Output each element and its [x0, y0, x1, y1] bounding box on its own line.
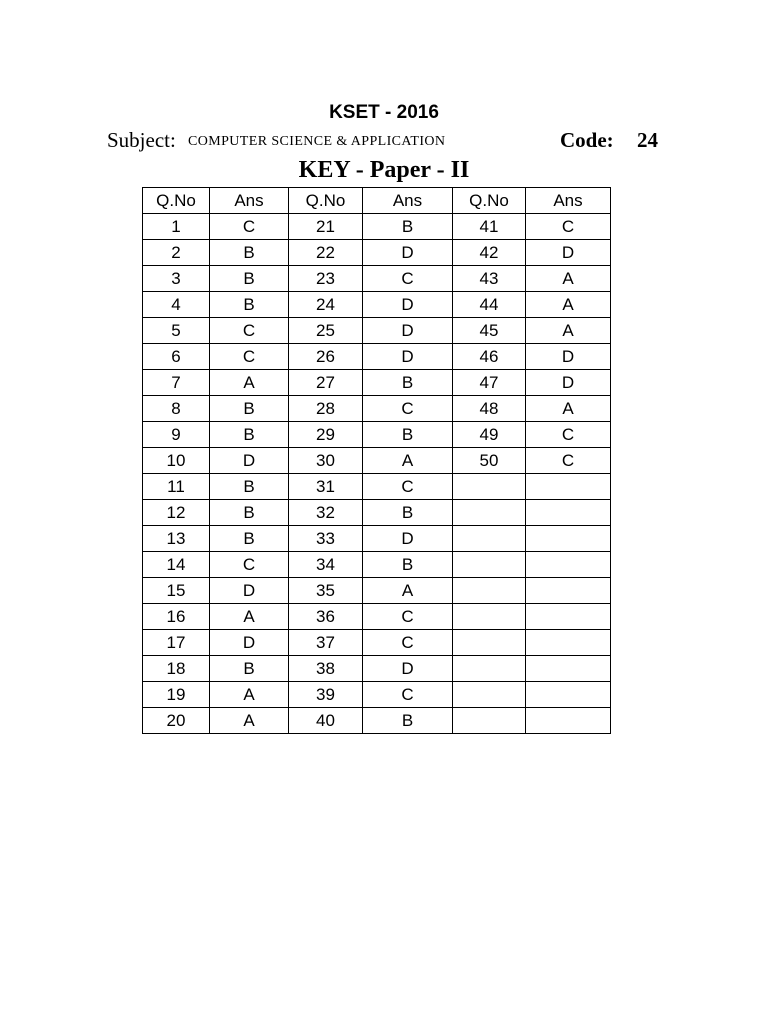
answer-cell: C — [363, 630, 453, 656]
question-number-cell: 1 — [143, 214, 210, 240]
question-number-cell: 25 — [289, 318, 363, 344]
question-number-cell: 21 — [289, 214, 363, 240]
answer-cell — [526, 682, 611, 708]
question-number-cell: 35 — [289, 578, 363, 604]
question-number-cell: 2 — [143, 240, 210, 266]
answer-cell: B — [363, 370, 453, 396]
question-number-cell: 14 — [143, 552, 210, 578]
answer-cell: B — [210, 474, 289, 500]
answer-cell: C — [210, 552, 289, 578]
question-number-cell: 30 — [289, 448, 363, 474]
answer-cell: B — [210, 292, 289, 318]
table-row — [143, 708, 611, 734]
answer-cell: D — [526, 370, 611, 396]
subject-name: COMPUTER SCIENCE & APPLICATION — [188, 134, 446, 149]
question-number-cell: 46 — [453, 344, 526, 370]
answer-cell: B — [363, 500, 453, 526]
question-number-cell: 20 — [143, 708, 210, 734]
answer-cell: A — [210, 604, 289, 630]
column-header: Ans — [526, 188, 611, 214]
column-header: Q.No — [143, 188, 210, 214]
answer-cell: C — [210, 318, 289, 344]
answer-cell: C — [363, 682, 453, 708]
table-row — [143, 214, 611, 240]
subject-label: Subject: — [107, 128, 176, 152]
column-header: Ans — [363, 188, 453, 214]
table-header-row — [143, 188, 611, 214]
question-number-cell: 10 — [143, 448, 210, 474]
answer-cell: D — [363, 240, 453, 266]
code-label: Code: — [560, 128, 614, 152]
answer-cell: A — [526, 266, 611, 292]
question-number-cell — [453, 500, 526, 526]
question-number-cell: 41 — [453, 214, 526, 240]
question-number-cell: 4 — [143, 292, 210, 318]
table-row — [143, 656, 611, 682]
table-row — [143, 526, 611, 552]
table-row — [143, 578, 611, 604]
question-number-cell: 23 — [289, 266, 363, 292]
answer-cell: C — [363, 474, 453, 500]
question-number-cell: 9 — [143, 422, 210, 448]
answer-cell: C — [210, 344, 289, 370]
table-row — [143, 396, 611, 422]
answer-cell — [526, 708, 611, 734]
question-number-cell: 37 — [289, 630, 363, 656]
table-row — [143, 500, 611, 526]
answer-cell: A — [210, 708, 289, 734]
answer-cell: B — [210, 266, 289, 292]
question-number-cell: 36 — [289, 604, 363, 630]
question-number-cell: 11 — [143, 474, 210, 500]
answer-key-table — [142, 187, 611, 734]
answer-cell: D — [526, 240, 611, 266]
column-header: Ans — [210, 188, 289, 214]
question-number-cell: 44 — [453, 292, 526, 318]
question-number-cell — [453, 682, 526, 708]
answer-cell: B — [210, 656, 289, 682]
answer-cell: C — [210, 214, 289, 240]
question-number-cell: 8 — [143, 396, 210, 422]
answer-cell: D — [363, 292, 453, 318]
answer-cell: D — [363, 656, 453, 682]
answer-cell: C — [363, 396, 453, 422]
answer-cell: D — [210, 578, 289, 604]
question-number-cell: 38 — [289, 656, 363, 682]
answer-cell — [526, 552, 611, 578]
question-number-cell: 24 — [289, 292, 363, 318]
answer-cell: A — [210, 682, 289, 708]
answer-cell: B — [363, 214, 453, 240]
answer-cell: C — [363, 266, 453, 292]
answer-cell: B — [210, 500, 289, 526]
column-header: Q.No — [289, 188, 363, 214]
answer-cell: B — [363, 552, 453, 578]
answer-cell: C — [526, 422, 611, 448]
question-number-cell — [453, 630, 526, 656]
question-number-cell: 27 — [289, 370, 363, 396]
question-number-cell: 47 — [453, 370, 526, 396]
question-number-cell: 16 — [143, 604, 210, 630]
question-number-cell — [453, 604, 526, 630]
table-row — [143, 292, 611, 318]
question-number-cell: 40 — [289, 708, 363, 734]
table-row — [143, 682, 611, 708]
table-row — [143, 370, 611, 396]
answer-cell — [526, 474, 611, 500]
answer-cell: D — [363, 318, 453, 344]
question-number-cell: 45 — [453, 318, 526, 344]
answer-cell: B — [210, 240, 289, 266]
table-row — [143, 630, 611, 656]
table-row — [143, 474, 611, 500]
table-row — [143, 604, 611, 630]
answer-cell: A — [363, 578, 453, 604]
answer-cell — [526, 630, 611, 656]
answer-cell: D — [363, 344, 453, 370]
question-number-cell: 3 — [143, 266, 210, 292]
question-number-cell — [453, 526, 526, 552]
question-number-cell: 5 — [143, 318, 210, 344]
table-row — [143, 422, 611, 448]
answer-cell: A — [363, 448, 453, 474]
question-number-cell: 12 — [143, 500, 210, 526]
question-number-cell: 39 — [289, 682, 363, 708]
question-number-cell — [453, 656, 526, 682]
question-number-cell — [453, 578, 526, 604]
question-number-cell: 49 — [453, 422, 526, 448]
answer-cell: D — [210, 630, 289, 656]
table-row — [143, 318, 611, 344]
answer-cell: D — [526, 344, 611, 370]
question-number-cell: 42 — [453, 240, 526, 266]
question-number-cell: 26 — [289, 344, 363, 370]
question-number-cell: 7 — [143, 370, 210, 396]
answer-cell: D — [363, 526, 453, 552]
question-number-cell: 6 — [143, 344, 210, 370]
answer-cell: B — [363, 422, 453, 448]
question-number-cell: 28 — [289, 396, 363, 422]
question-number-cell — [453, 474, 526, 500]
answer-cell: B — [363, 708, 453, 734]
answer-cell — [526, 526, 611, 552]
question-number-cell: 19 — [143, 682, 210, 708]
question-number-cell: 50 — [453, 448, 526, 474]
table-row — [143, 266, 611, 292]
question-number-cell: 43 — [453, 266, 526, 292]
question-number-cell: 29 — [289, 422, 363, 448]
exam-title: KSET - 2016 — [329, 102, 439, 123]
question-number-cell: 48 — [453, 396, 526, 422]
subject-line — [107, 126, 667, 154]
question-number-cell: 13 — [143, 526, 210, 552]
table-row — [143, 448, 611, 474]
question-number-cell: 34 — [289, 552, 363, 578]
answer-cell — [526, 656, 611, 682]
table-row — [143, 552, 611, 578]
code-value: 24 — [637, 128, 658, 152]
answer-cell: D — [210, 448, 289, 474]
answer-cell — [526, 578, 611, 604]
table-row — [143, 344, 611, 370]
question-number-cell: 15 — [143, 578, 210, 604]
question-number-cell — [453, 708, 526, 734]
answer-cell — [526, 604, 611, 630]
answer-cell: B — [210, 396, 289, 422]
question-number-cell: 22 — [289, 240, 363, 266]
answer-cell: A — [526, 292, 611, 318]
column-header: Q.No — [453, 188, 526, 214]
question-number-cell: 32 — [289, 500, 363, 526]
answer-cell: B — [210, 422, 289, 448]
answer-cell: C — [363, 604, 453, 630]
question-number-cell: 31 — [289, 474, 363, 500]
question-number-cell: 17 — [143, 630, 210, 656]
answer-cell: A — [526, 318, 611, 344]
key-title: KEY - Paper - II — [298, 157, 470, 183]
answer-cell: B — [210, 526, 289, 552]
table-row — [143, 240, 611, 266]
answer-cell — [526, 500, 611, 526]
answer-cell: C — [526, 448, 611, 474]
question-number-cell: 18 — [143, 656, 210, 682]
question-number-cell — [453, 552, 526, 578]
question-number-cell: 33 — [289, 526, 363, 552]
answer-cell: C — [526, 214, 611, 240]
answer-cell: A — [210, 370, 289, 396]
answer-cell: A — [526, 396, 611, 422]
